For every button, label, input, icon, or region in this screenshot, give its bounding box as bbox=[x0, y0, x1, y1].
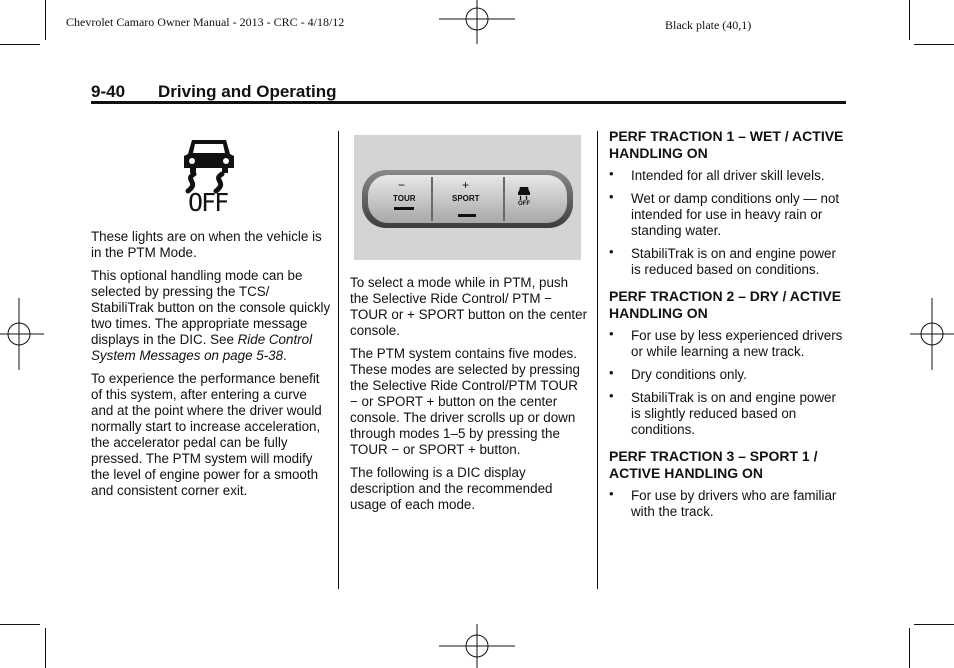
column-divider bbox=[597, 131, 598, 589]
paragraph: To select a mode while in PTM, push the Selective Ride Control/ PTM − TOUR or + SPORT button on the center console. bbox=[350, 275, 588, 338]
crop-mark bbox=[45, 628, 46, 668]
list-item: • Wet or damp conditions only — not intended for use in heavy rain or standing water. bbox=[609, 189, 840, 238]
crop-mark bbox=[909, 628, 910, 668]
book-title: Chevrolet Camaro Owner Manual - 2013 - CRC - 4/18/12 bbox=[66, 15, 345, 29]
icon-off-label: OFF bbox=[188, 188, 228, 217]
registration-mark-left bbox=[0, 298, 44, 370]
list-item: • For use by less experienced drivers or while learning a new track. bbox=[609, 326, 843, 359]
button-separator bbox=[503, 177, 505, 221]
sport-button-label: SPORT bbox=[452, 194, 480, 203]
registration-mark-top bbox=[439, 0, 515, 44]
paragraph: The following is a DIC display description and the recommended usage of each mode. bbox=[350, 465, 553, 512]
registration-mark-right bbox=[910, 298, 954, 370]
list-item: • StabiliTrak is on and engine power is slightly reduced based on conditions. bbox=[609, 388, 836, 437]
crop-mark bbox=[45, 0, 46, 40]
page-number: 9-40 bbox=[91, 82, 126, 101]
console-photo bbox=[354, 135, 581, 260]
paragraph: This optional handling mode can be selected by pressing the TCS/ StabiliTrak button on the console quickly two times. The appropriate message displays in the DIC. See Ride Control System Messages on page 5-38. bbox=[91, 268, 331, 363]
crop-mark bbox=[0, 44, 40, 45]
section-heading bbox=[91, 82, 337, 102]
paragraph: The PTM system contains five modes. These modes are selected by pressing the Selective Ride Control/PTM TOUR − or SPORT + button on the center console. The driver scrolls up or down through modes 1–5 by pressing the TOUR − or SPORT + button. bbox=[350, 346, 580, 457]
paragraph: These lights are on when the vehicle is in the PTM Mode. bbox=[91, 229, 322, 260]
cross-reference: Ride Control System Messages on page 5-38 bbox=[91, 332, 313, 363]
sport-plus-symbol: + bbox=[462, 178, 470, 192]
mode1-heading: PERF TRACTION 1 – WET / ACTIVE HANDLING ON bbox=[609, 128, 844, 161]
section-title: Driving and Operating bbox=[158, 82, 337, 101]
list-item: • Dry conditions only. bbox=[609, 365, 747, 382]
list-item: • For use by drivers who are familiar with the track. bbox=[609, 486, 837, 519]
tour-indicator bbox=[394, 207, 414, 210]
mode3-heading: PERF TRACTION 3 – SPORT 1 / ACTIVE HANDLING ON bbox=[609, 448, 818, 481]
heading-rule bbox=[91, 101, 846, 104]
crop-mark bbox=[0, 624, 40, 625]
list-item: • Intended for all driver skill levels. bbox=[609, 166, 825, 183]
paragraph: To experience the performance benefit of this system, after entering a curve and at the point where the driver would normally start to increase acceleration, the accelerator pedal can be fully pressed. The PTM system will modify the level of engine power for a smooth and consistent corner exit. bbox=[91, 371, 322, 498]
mode2-heading: PERF TRACTION 2 – DRY / ACTIVE HANDLING ON bbox=[609, 288, 842, 321]
crop-mark bbox=[914, 624, 954, 625]
plate-label: Black plate (40,1) bbox=[665, 18, 752, 32]
column-middle bbox=[350, 275, 588, 520]
button-separator bbox=[431, 177, 433, 221]
column-right bbox=[609, 128, 849, 527]
stabilitrak-button-icon bbox=[517, 186, 531, 200]
registration-mark-bottom bbox=[439, 624, 515, 668]
column-divider bbox=[338, 131, 339, 589]
list-item: • StabiliTrak is on and engine power is reduced based on conditions. bbox=[609, 244, 836, 277]
stabilitrak-off-icon bbox=[178, 136, 240, 220]
crop-mark bbox=[914, 44, 954, 45]
crop-mark bbox=[909, 0, 910, 40]
tour-button-label: TOUR bbox=[393, 194, 416, 203]
tour-minus-symbol: − bbox=[398, 178, 406, 192]
sport-indicator bbox=[458, 214, 476, 217]
stabilitrak-off-label: OFF bbox=[518, 201, 530, 207]
column-left bbox=[91, 229, 331, 506]
